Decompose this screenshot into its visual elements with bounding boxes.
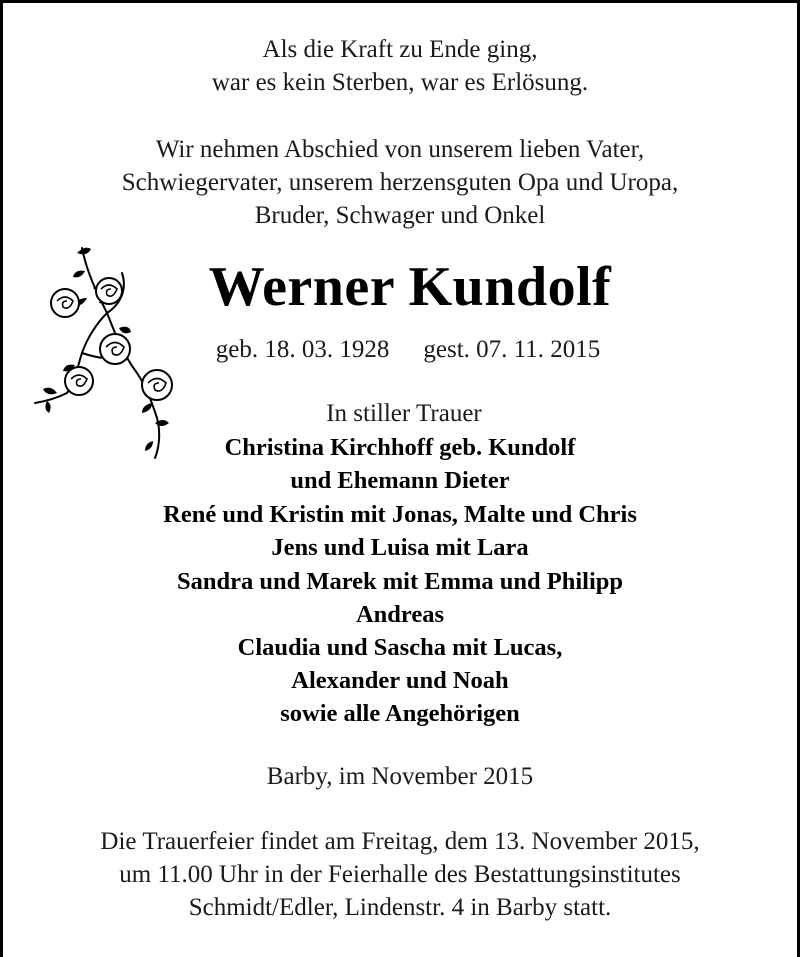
mourner-line: Andreas	[355, 601, 445, 628]
funeral-line-2: um 11.00 Uhr in der Feierhalle des Bestattungsinstitutes	[119, 861, 681, 888]
mourner-line: Jens und Luisa mit Lara	[271, 534, 529, 561]
mourners-heading: In stiller Trauer	[326, 400, 482, 427]
funeral-line-3: Schmidt/Edler, Lindenstr. 4 in Barby statt.	[188, 894, 612, 921]
life-dates	[11, 333, 800, 366]
farewell-line-3: Bruder, Schwager und Onkel	[254, 202, 546, 229]
funeral-line-1: Die Trauerfeier findet am Freitag, dem 13. November 2015,	[100, 828, 700, 855]
mourner-line: Alexander und Noah	[291, 667, 509, 694]
farewell-line-2: Schwiegervater, unserem herzensguten Opa und Uropa,	[121, 169, 679, 196]
place-date: Barby, im November 2015	[266, 763, 534, 790]
intro-line-2: war es kein Sterben, war es Erlösung.	[211, 69, 589, 96]
birth-date: geb. 18. 03. 1928	[215, 336, 390, 363]
mourner-line: René und Kristin mit Jonas, Malte und Chris	[163, 501, 637, 528]
mourner-line: sowie alle Angehörigen	[280, 700, 520, 727]
mourner-line: Christina Kirchhoff geb. Kundolf	[224, 434, 576, 461]
farewell-line-1: Wir nehmen Abschied von unserem lieben Vater,	[155, 136, 645, 163]
mourner-line: Claudia und Sascha mit Lucas,	[237, 634, 563, 661]
intro-line-1: Als die Kraft zu Ende ging,	[262, 36, 538, 63]
deceased-name: Werner Kundolf	[208, 256, 612, 318]
death-date: gest. 07. 11. 2015	[423, 336, 601, 363]
mourner-line: und Ehemann Dieter	[290, 467, 510, 494]
mourner-line: Sandra und Marek mit Emma und Philipp	[176, 568, 624, 595]
